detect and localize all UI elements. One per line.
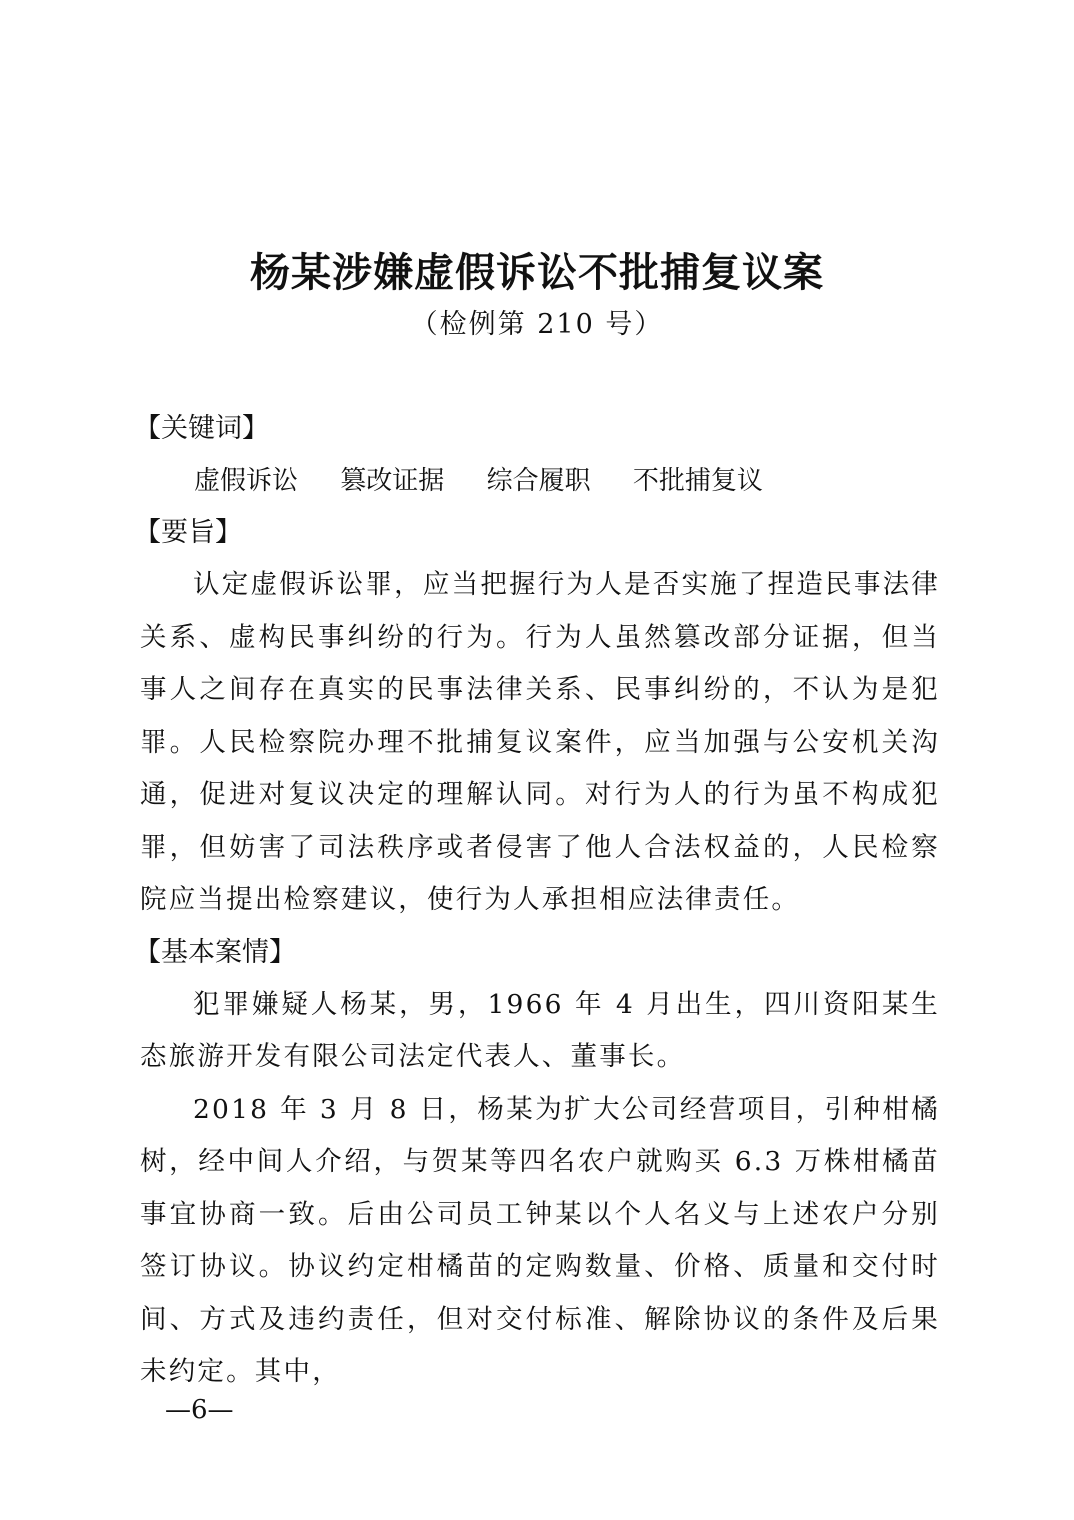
case-number: （检例第 210 号） [410, 309, 664, 340]
keyword: 不批捕复议 [632, 466, 763, 496]
keyword: 篡改证据 [340, 466, 445, 496]
page-number: —6— [165, 1395, 234, 1425]
facts-heading: 【基本案情】 [134, 936, 296, 968]
gist-heading: 【要旨】 [134, 517, 242, 548]
document-body [134, 403, 940, 1399]
keyword: 虚假诉讼 [194, 466, 299, 496]
document-title: 杨某涉嫌虚假诉讼不批捕复议案 [250, 250, 824, 296]
facts-paragraph: 2018 年 3 月 8 日，杨某为扩大公司经营项目，引种柑橘树，经中间人介绍，与贺某等四名农户就购买 6.3 万株柑橘苗事宜协商一致。后由公司员工钟某以个人名义与上述农户分别签订协议。协议约定柑橘苗的定购数量、价格、质量和交付时间、方式及违约责任，但对交付标准、解除协议的条件及后果未约定。其中， [140, 1093, 940, 1387]
keyword: 综合履职 [486, 466, 591, 496]
facts-paragraph: 犯罪嫌疑人杨某，男，1966 年 4 月出生，四川资阳某生态旅游开发有限公司法定代表人、董事长。 [140, 988, 940, 1072]
gist-paragraph: 认定虚假诉讼罪，应当把握行为人是否实施了捏造民事法律关系、虚构民事纠纷的行为。行为人虽然篡改部分证据，但当事人之间存在真实的民事法律关系、民事纠纷的，不认为是犯罪。人民检察院办理不批捕复议案件，应当加强与公安机关沟通，促进对复议决定的理解认同。对行为人的行为虽不构成犯罪，但妨害了司法秩序或者侵害了他人合法权益的，人民检察院应当提出检察建议，使行为人承担相应法律责任。 [140, 569, 940, 915]
keywords-list [140, 455, 940, 507]
keywords-heading: 【关键词】 [134, 413, 269, 444]
